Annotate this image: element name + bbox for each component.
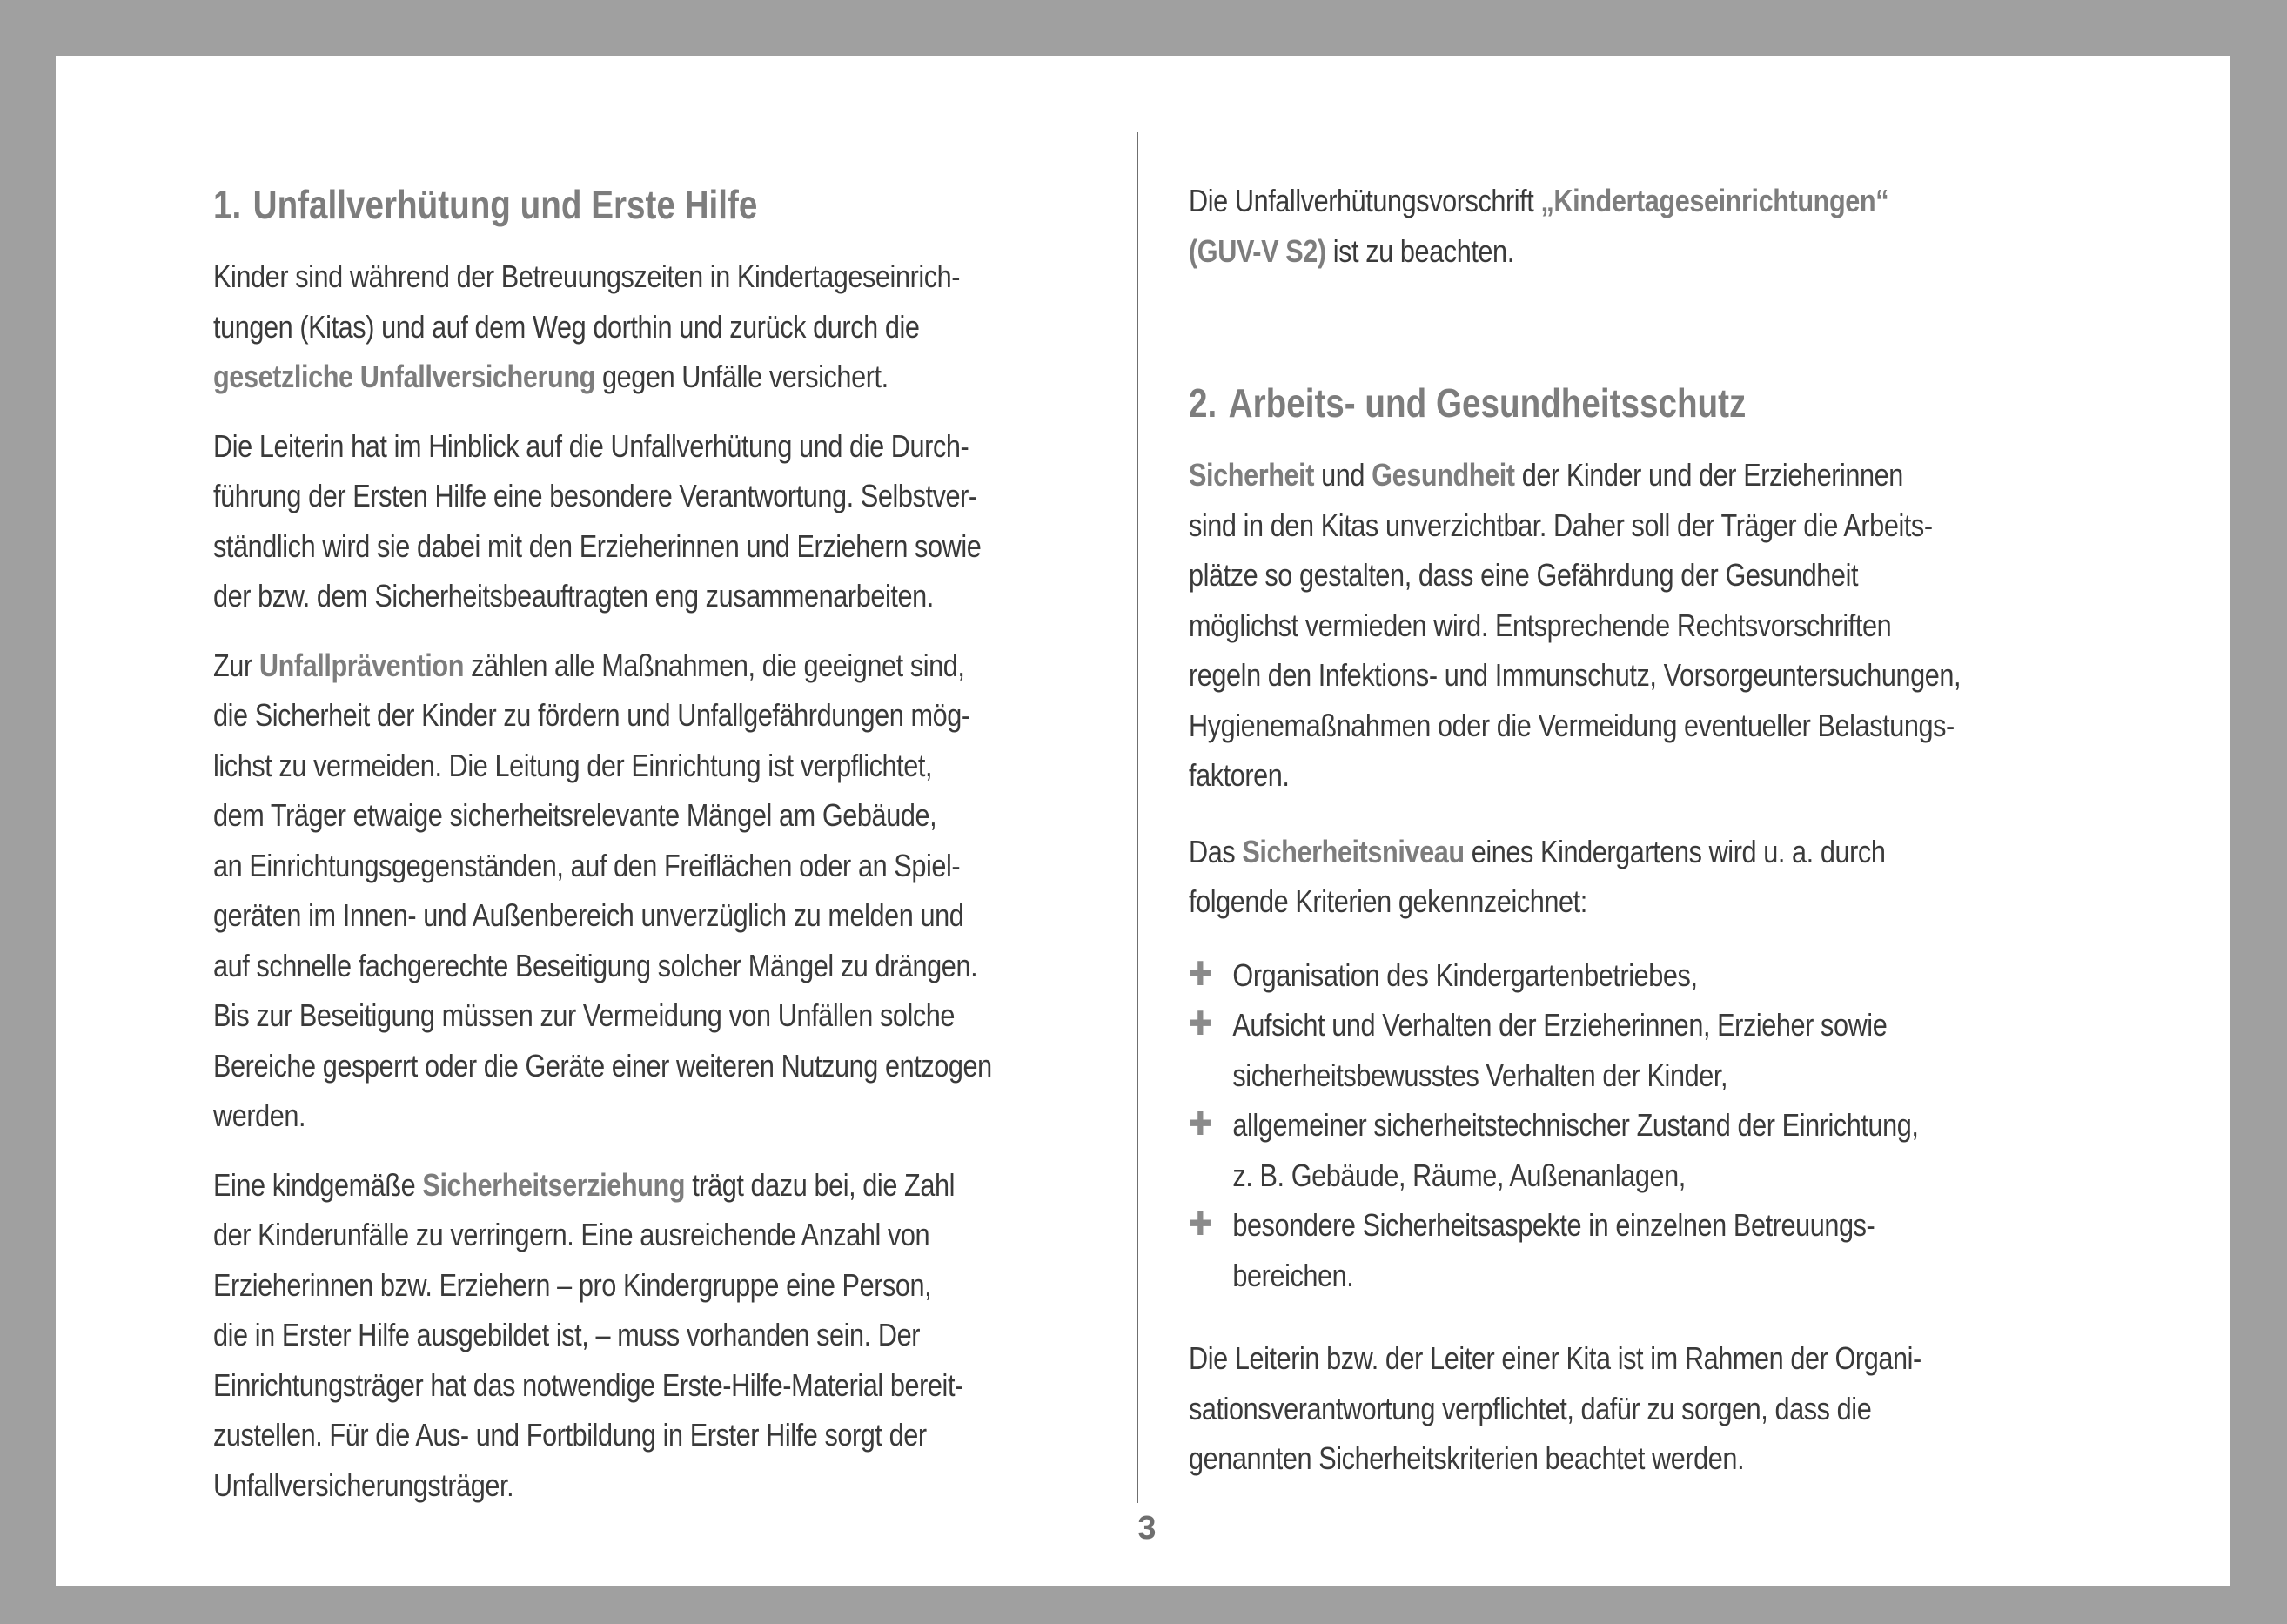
text-span: Eine kindgemäße <box>213 1166 423 1203</box>
text-line: der Kinderunfälle zu verringern. Eine ausreichende Anzahl von <box>213 1217 930 1252</box>
text-span: ist zu beachten. <box>1325 232 1514 269</box>
section-2-heading <box>1189 378 2059 428</box>
section-1-paragraph-3 <box>213 641 1083 1141</box>
section-1-number: 1. <box>213 182 242 227</box>
page-number: 3 <box>1137 1510 1157 1547</box>
page-sheet <box>56 56 2230 1586</box>
section-1-title: Unfallverhütung und Erste Hilfe <box>252 182 758 227</box>
right-intro-paragraph <box>1189 176 2059 276</box>
text-line: regeln den Infektions- und Immunschutz, Vorsorgeuntersuchungen, <box>1189 657 1962 693</box>
text-span: der Kinder und der Erzieherinnen <box>1514 457 1903 493</box>
keyword-sicherheitsniveau: Sicherheitsniveau <box>1242 833 1465 869</box>
section-1-paragraph-1 <box>213 252 1083 402</box>
text-line: werden. <box>213 1097 306 1133</box>
text-line: die in Erster Hilfe ausgebildet ist, – muss vorhanden sein. Der <box>213 1317 920 1352</box>
text-span: Das <box>1189 833 1243 869</box>
text-line: führung der Ersten Hilfe eine besondere Verantwortung. Selbstver- <box>213 478 977 513</box>
text-line: die Sicherheit der Kinder zu fördern und Unfallgefährdungen mög- <box>213 697 970 733</box>
section-2-paragraph-2 <box>1189 827 2059 927</box>
text-line <box>213 352 1083 402</box>
text-line: sationsverantwortung verpflichtet, dafür zu sorgen, dass die <box>1189 1390 1872 1426</box>
section-1-paragraph-4 <box>213 1160 1083 1511</box>
criteria-list <box>1189 950 2059 1301</box>
keyword-unfallpraevention: Unfallprävention <box>258 647 465 683</box>
text-line <box>213 1160 1083 1211</box>
text-line: Organisation des Kindergartenbetriebes, <box>1232 956 1698 993</box>
plus-icon: ✚ <box>1189 1106 1212 1143</box>
keyword-kindertageseinrichtungen: „Kindertageseinrichtungen“ <box>1540 183 1889 218</box>
text-line: auf schnelle fachgerechte Beseitigung solcher Mängel zu drängen. <box>213 947 978 983</box>
text-line: genannten Sicherheitskriterien beachtet werden. <box>1189 1440 1745 1476</box>
text-span: eines Kindergartens wird u. a. durch <box>1464 833 1886 869</box>
text-line: Die Leiterin hat im Hinblick auf die Unfallverhütung und die Durch- <box>213 427 969 464</box>
text-span: Zur <box>213 647 259 683</box>
text-line: Aufsicht und Verhalten der Erzieherinnen, Erzieher sowie <box>1232 1007 1888 1043</box>
text-line: zustellen. Für die Aus- und Fortbildung in Erster Hilfe sorgt der <box>213 1417 927 1453</box>
text-line <box>213 641 1083 691</box>
section-2-title: Arbeits- und Gesundheitsschutz <box>1228 380 1747 426</box>
text-line: Bis zur Beseitigung müssen zur Vermeidung von Unfällen solche <box>213 997 956 1033</box>
text-span: und <box>1314 457 1372 493</box>
left-column <box>213 179 1083 1510</box>
keyword-gesetzliche-unfallversicherung: gesetzliche Unfallversicherung <box>213 359 595 394</box>
section-1-heading <box>213 179 1083 230</box>
text-line: besondere Sicherheitsaspekte in einzelnen Betreuungs- <box>1232 1207 1875 1243</box>
list-item <box>1189 1200 2059 1300</box>
text-span: gegen Unfälle versichert. <box>594 359 889 394</box>
text-line: sicherheitsbewusstes Verhalten der Kinder, <box>1232 1057 1728 1093</box>
text-line <box>1189 827 2059 877</box>
text-line: sind in den Kitas unverzichtbar. Daher soll der Träger die Arbeits- <box>1189 507 1933 543</box>
keyword-guv-v-s2: (GUV-V S2) <box>1189 232 1326 269</box>
text-line: folgende Kriterien gekennzeichnet: <box>1189 883 1587 919</box>
text-line: geräten im Innen- und Außenbereich unverzüglich zu melden und <box>213 897 964 933</box>
text-line: möglichst vermieden wird. Entsprechende Rechtsvorschriften <box>1189 607 1892 643</box>
text-line: lichst zu vermeiden. Die Leitung der Einrichtung ist verpflichtet, <box>213 747 933 783</box>
plus-icon: ✚ <box>1189 956 1212 993</box>
list-item <box>1189 1100 2059 1200</box>
text-line: z. B. Gebäude, Räume, Außenanlagen, <box>1232 1157 1686 1193</box>
plus-icon: ✚ <box>1189 1206 1212 1243</box>
text-line: der bzw. dem Sicherheitsbeauftragten eng zusammenarbeiten. <box>213 578 934 614</box>
text-line: Hygienemaßnahmen oder die Vermeidung eventueller Belastungs- <box>1189 707 1955 743</box>
section-2-paragraph-1 <box>1189 450 2059 801</box>
list-item <box>1189 950 2059 1001</box>
column-divider <box>1137 132 1138 1503</box>
text-line <box>1189 450 2059 500</box>
text-line <box>1189 226 2059 277</box>
text-line <box>1189 176 2059 226</box>
section-2-paragraph-3 <box>1189 1333 2059 1484</box>
text-span: Die Unfallverhütungsvorschrift <box>1189 183 1541 218</box>
keyword-sicherheit: Sicherheit <box>1189 457 1315 493</box>
text-span: zählen alle Maßnahmen, die geeignet sind, <box>464 647 965 683</box>
text-line: Bereiche gesperrt oder die Geräte einer weiteren Nutzung entzogen <box>213 1047 992 1084</box>
text-line: bereichen. <box>1232 1257 1354 1293</box>
text-line: Erzieherinnen bzw. Erziehern – pro Kindergruppe eine Person, <box>213 1266 932 1303</box>
right-column <box>1189 176 2059 1484</box>
text-line: tungen (Kitas) und auf dem Weg dorthin und zurück durch die <box>213 308 920 345</box>
list-item <box>1189 1000 2059 1100</box>
text-line: Die Leiterin bzw. der Leiter einer Kita ist im Rahmen der Organi- <box>1189 1340 1921 1376</box>
text-line: allgemeiner sicherheitstechnischer Zustand der Einrichtung, <box>1232 1107 1919 1143</box>
text-line: an Einrichtungsgegenständen, auf den Freiflächen oder an Spiel- <box>213 847 961 883</box>
section-2-number: 2. <box>1189 380 1217 426</box>
text-line: dem Träger etwaige sicherheitsrelevante Mängel am Gebäude, <box>213 797 937 833</box>
text-line: Einrichtungsträger hat das notwendige Erste-Hilfe-Material bereit- <box>213 1366 963 1403</box>
section-1-paragraph-2 <box>213 421 1083 621</box>
text-line: Kinder sind während der Betreuungszeiten in Kindertageseinrich- <box>213 258 961 294</box>
text-line: ständlich wird sie dabei mit den Erzieherinnen und Erziehern sowie <box>213 527 982 564</box>
text-line: Unfallversicherungsträger. <box>213 1466 514 1503</box>
text-line: plätze so gestalten, dass eine Gefährdung der Gesundheit <box>1189 557 1859 593</box>
keyword-gesundheit: Gesundheit <box>1372 457 1515 493</box>
text-span: trägt dazu bei, die Zahl <box>685 1166 956 1203</box>
keyword-sicherheitserziehung: Sicherheitserziehung <box>422 1166 686 1203</box>
plus-icon: ✚ <box>1189 1006 1212 1043</box>
text-line: faktoren. <box>1189 757 1290 793</box>
